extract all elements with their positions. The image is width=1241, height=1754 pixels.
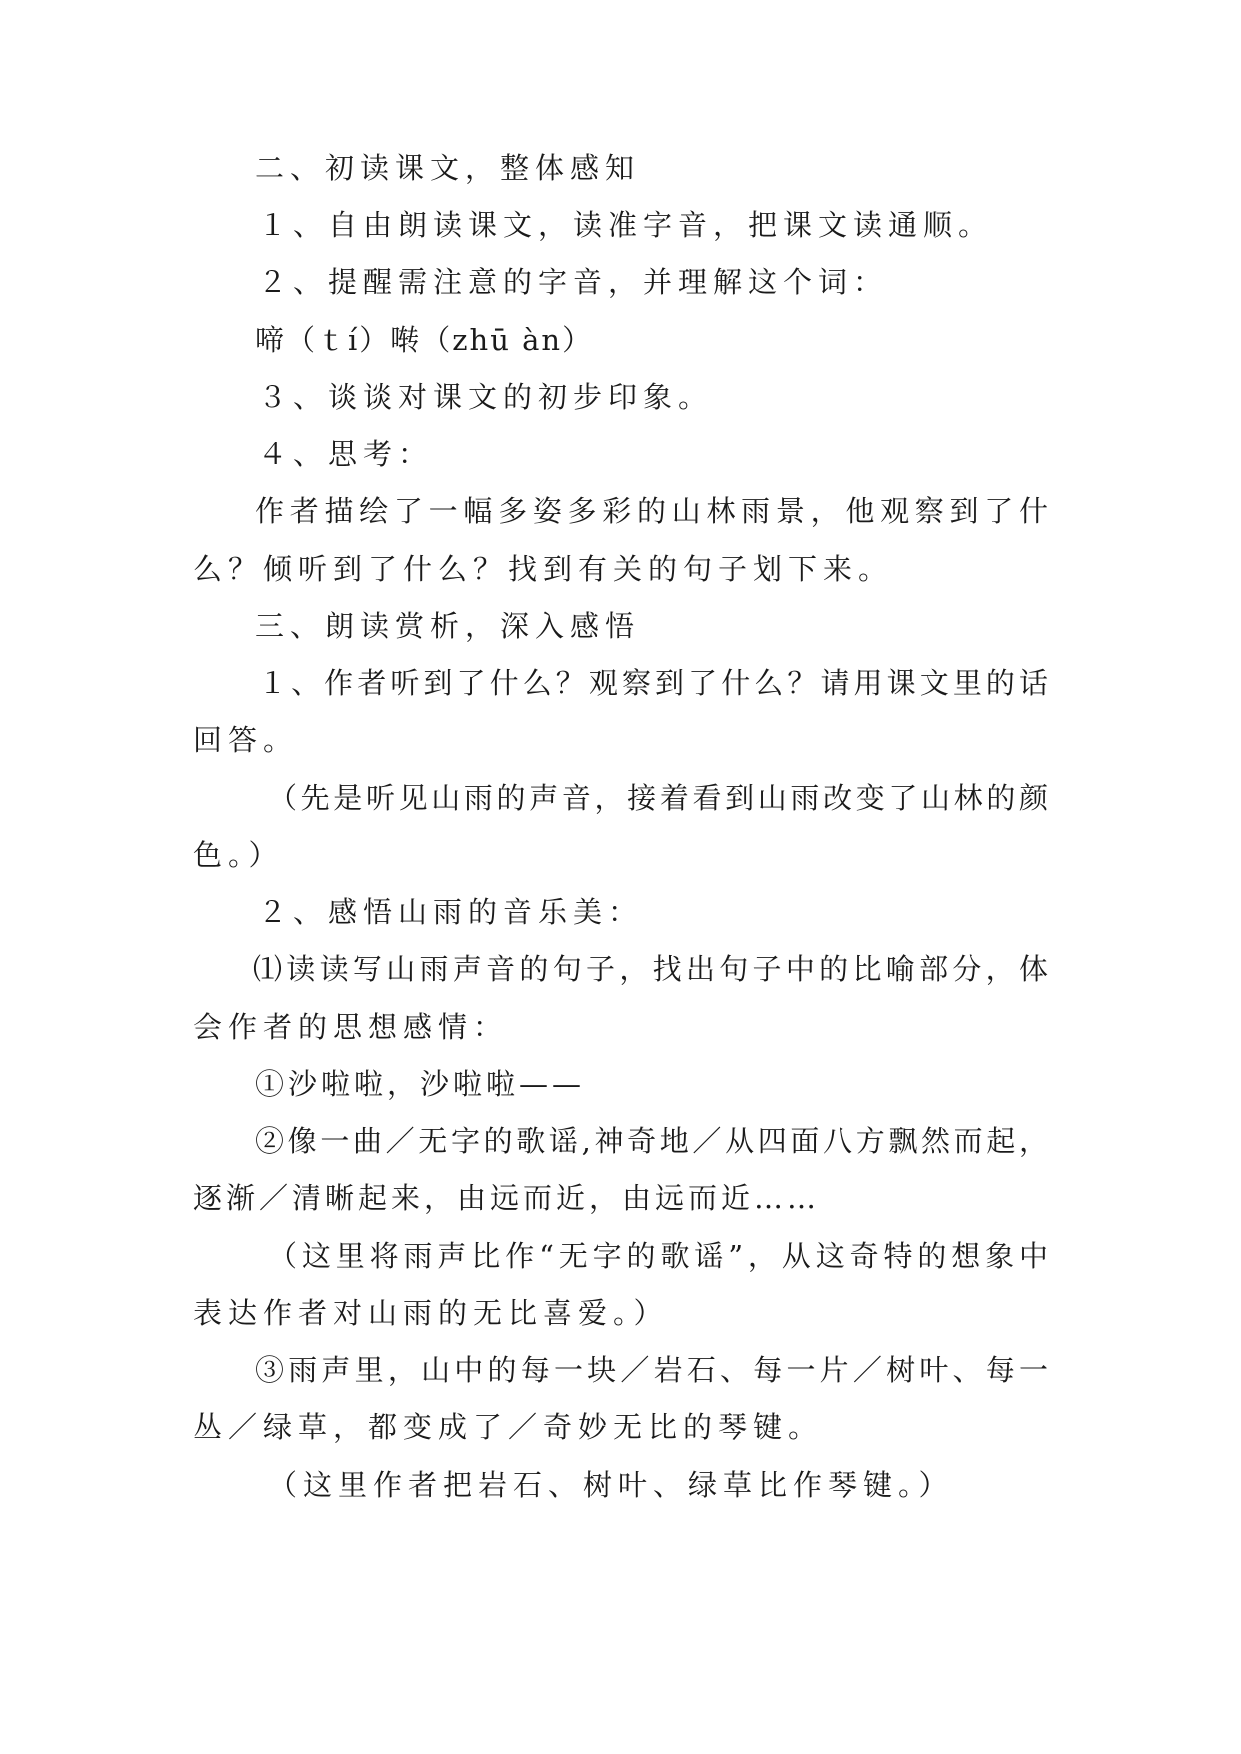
section-heading-2: 二、初读课文，整体感知 (255, 151, 641, 185)
text-line: １、作者听到了什么？观察到了什么？请用课文里的话 (258, 666, 1048, 700)
text-line: ①沙啦啦，沙啦啦—— (255, 1067, 586, 1101)
text-line: 逐渐／清晰起来，由远而近，由远而近…… (193, 1181, 821, 1215)
text-line: ⑴读读写山雨声音的句子，找出句子中的比喻部分，体 (253, 952, 1048, 986)
text-line: 会作者的思想感情： (193, 1010, 509, 1044)
text-line: （先是听见山雨的声音，接着看到山雨改变了山林的颜 (268, 781, 1048, 815)
text-line: ２、提醒需注意的字音，并理解这个词： (258, 265, 889, 299)
text-line: １、自由朗读课文，读准字音，把课文读通顺。 (258, 208, 994, 242)
text-line: ２、感悟山雨的音乐美： (258, 895, 644, 929)
text-line: 作者描绘了一幅多姿多彩的山林雨景，他观察到了什 (255, 494, 1048, 528)
text-line: ③雨声里，山中的每一块／岩石、每一片／树叶、每一 (255, 1353, 1048, 1387)
text-line: 回答。 (193, 723, 299, 757)
text-line: （这里作者把岩石、树叶、绿草比作琴键。） (268, 1468, 954, 1502)
text-line: 色。） (193, 838, 284, 872)
section-heading-3: 三、朗读赏析，深入感悟 (255, 609, 641, 643)
text-line: 么？倾听到了什么？找到有关的句子划下来。 (193, 552, 894, 586)
pronunciation-line: 啼（ｔí）啭（zhū àn） (255, 323, 594, 357)
text-line: 丛／绿草，都变成了／奇妙无比的琴键。 (193, 1410, 824, 1444)
text-line: 表达作者对山雨的无比喜爱。） (193, 1296, 669, 1330)
text-line: ②像一曲／无字的歌谣,神奇地／从四面八方飘然而起， (255, 1124, 1048, 1158)
text-line: ３、谈谈对课文的初步印象。 (258, 380, 714, 414)
text-line: （这里将雨声比作“无字的歌谣”，从这奇特的想象中 (268, 1239, 1048, 1273)
text-line: ４、思考： (258, 437, 434, 471)
